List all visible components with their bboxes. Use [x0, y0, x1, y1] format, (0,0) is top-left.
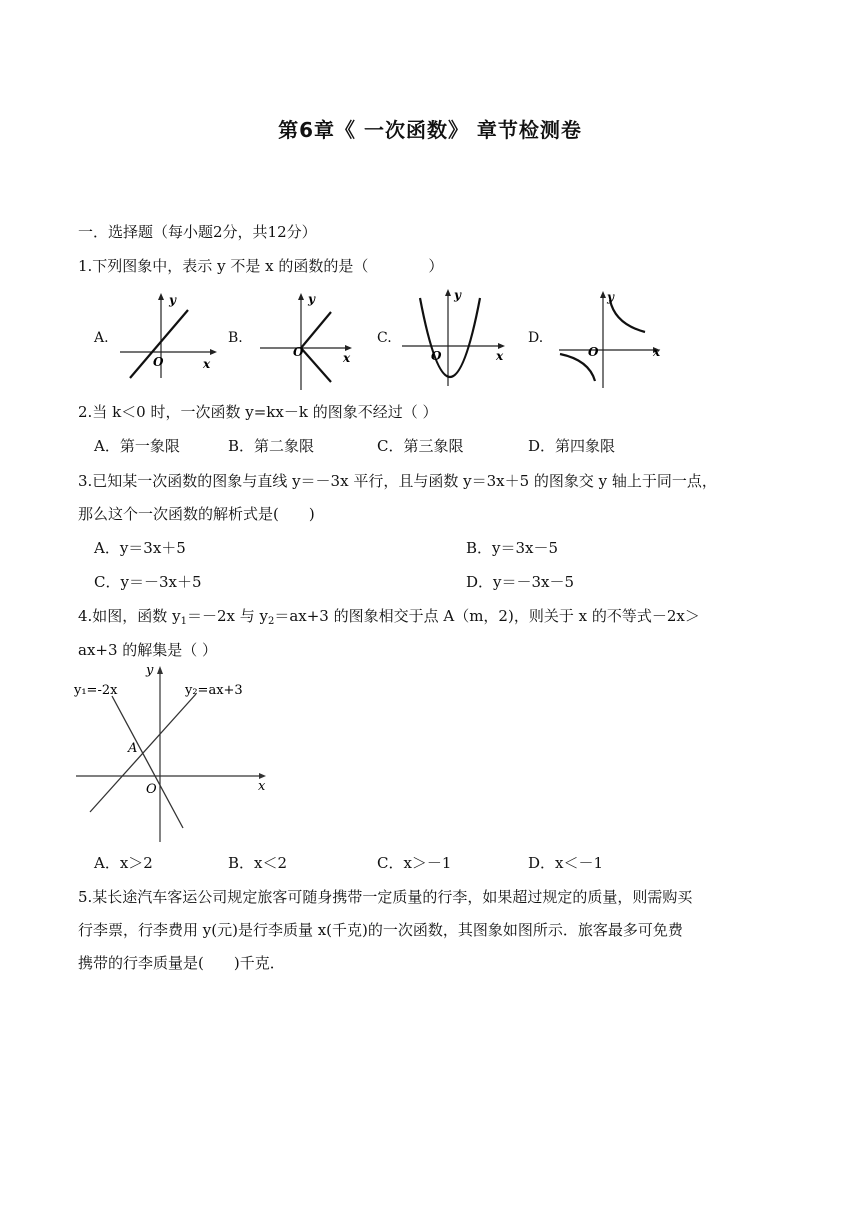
q4-y-label: y — [146, 663, 154, 678]
q4-option-b: B．x＜2 — [228, 854, 288, 872]
q1-graph-b — [255, 290, 365, 390]
question-3-line-2: 那么这个一次函数的解析式是( ) — [78, 505, 315, 523]
question-3-line-1: 3.已知某一次函数的图象与直线 y＝－3x 平行，且与函数 y＝3x＋5 的图象交 y 轴上于同一点， — [78, 472, 717, 490]
question-1-stem: 1.下列图象中，表示 y 不是 x 的函数的是（ ） — [78, 257, 444, 275]
q2-option-b: B．第二象限 — [228, 437, 315, 455]
q3-option-b: B．y＝3x－5 — [466, 539, 559, 557]
q3-option-c: C．y＝－3x＋5 — [94, 573, 202, 591]
question-4-line-1: 4.如图，函数 $y_1=-2x$ 与 $y_2=ax+3$ 的图象相交于点 A（m，2)，则关于 x 的不等式－2x＞ — [78, 607, 700, 627]
q1a-x-label: x — [203, 357, 211, 371]
q1-option-b-label: B. — [228, 330, 243, 346]
question-5-line-3: 携带的行李质量是( )千克． — [78, 954, 285, 972]
question-5-line-1: 5.某长途汽车客运公司规定旅客可随身携带一定质量的行李，如果超过规定的质量，则需购买 — [78, 888, 693, 906]
page-title: 第6章《 一次函数》 章节检测卷 — [278, 118, 582, 142]
q4-origin-label: O — [146, 782, 157, 797]
question-2-stem: 2.当 k＜0 时，一次函数 y=kx－k 的图象不经过（ ） — [78, 403, 438, 421]
q1-graph-d — [555, 288, 670, 388]
q2-option-c: C．第三象限 — [377, 437, 464, 455]
q4-option-c: C．x＞－1 — [377, 854, 452, 872]
q1-option-c-label: C. — [377, 330, 392, 346]
q2-option-a: A．第一象限 — [94, 437, 180, 455]
q4-option-d: D．x＜－1 — [528, 854, 604, 872]
q1c-x-label: x — [496, 349, 504, 363]
q1d-origin-label: O — [588, 345, 599, 359]
q1-option-d-label: D. — [528, 330, 544, 346]
q1d-x-label: x — [653, 345, 661, 359]
question-5-line-2: 行李票，行李费用 y(元)是行李质量 x(千克)的一次函数，其图象如图所示．旅客最多可免费 — [78, 921, 683, 939]
q1c-y-label: y — [454, 288, 461, 302]
q1-graph-c — [398, 286, 513, 386]
q3-option-a: A．y＝3x＋5 — [94, 539, 186, 557]
q1b-y-label: y — [308, 292, 315, 306]
q1b-origin-label: O — [293, 345, 304, 359]
q1c-origin-label: O — [431, 349, 442, 363]
q4-line1-label: y₁=-2x — [74, 683, 118, 698]
q3-option-d: D．y＝－3x－5 — [466, 573, 575, 591]
q4-line2-label: y₂=ax+3 — [185, 683, 243, 698]
q1-graph-a — [115, 290, 225, 380]
q4-point-a-label: A — [128, 741, 138, 756]
q4-option-a: A．x＞2 — [94, 854, 153, 872]
q1a-origin-label: O — [153, 355, 164, 369]
section-heading: 一．选择题（每小题2分，共12分） — [78, 223, 317, 241]
question-4-line-2: ax+3 的解集是（ ） — [78, 641, 218, 659]
q1d-y-label: y — [607, 290, 614, 304]
q1a-y-label: y — [169, 293, 176, 307]
q1b-x-label: x — [343, 351, 351, 365]
q4-x-label: x — [258, 779, 266, 794]
q4-graph — [74, 660, 274, 845]
q2-option-d: D．第四象限 — [528, 437, 616, 455]
q1-option-a-label: A. — [94, 330, 109, 346]
